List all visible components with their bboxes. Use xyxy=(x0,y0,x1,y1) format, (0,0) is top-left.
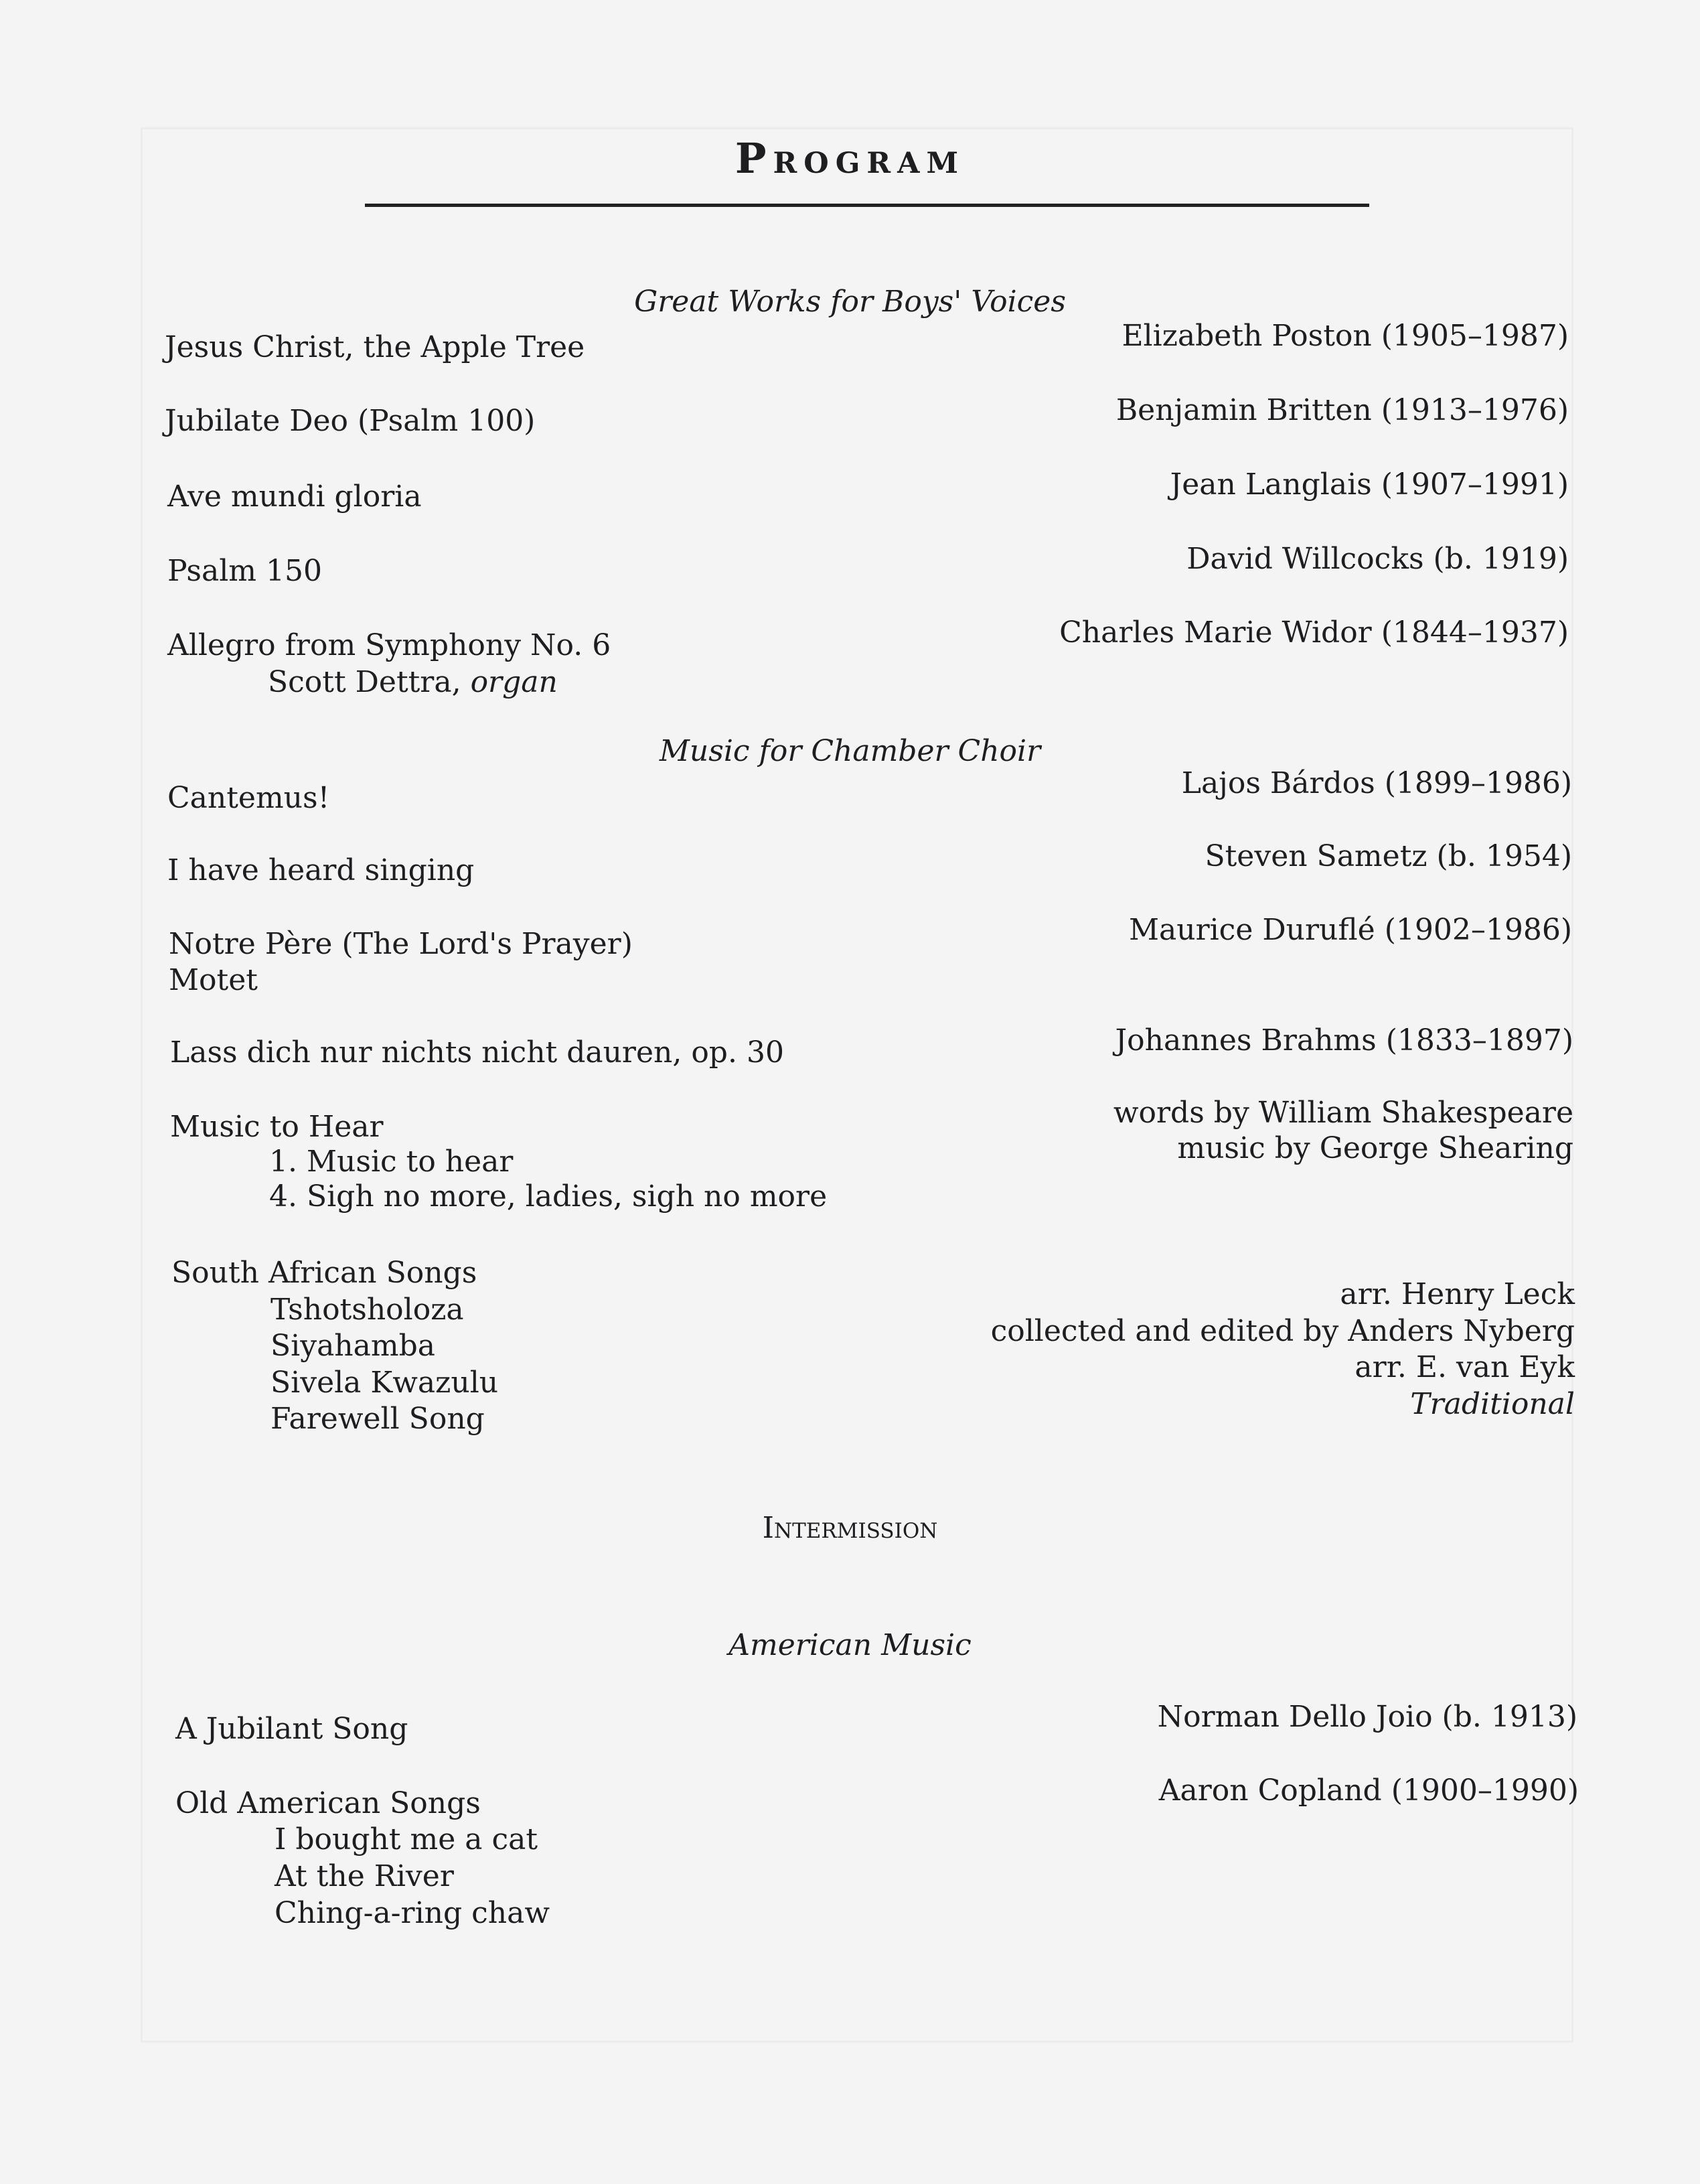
work-subtitle: Motet xyxy=(169,963,258,997)
intermission-heading: Intermission xyxy=(762,1511,938,1545)
composer: Steven Sametz (b. 1954) xyxy=(1205,839,1572,873)
composer: Norman Dello Joio (b. 1913) xyxy=(1157,1700,1577,1734)
credit: arr. Henry Leck xyxy=(1340,1277,1575,1311)
composer: Elizabeth Poston (1905–1987) xyxy=(1122,319,1569,353)
credit: music by George Shearing xyxy=(1177,1131,1573,1165)
song: Farewell Song xyxy=(271,1402,485,1436)
work-title: Old American Songs xyxy=(175,1786,481,1820)
performer xyxy=(268,664,558,700)
composer: Aaron Copland (1900–1990) xyxy=(1158,1773,1579,1808)
credit: words by William Shakespeare xyxy=(1113,1096,1573,1130)
work-title: Jesus Christ, the Apple Tree xyxy=(165,330,585,364)
work-title: I have heard singing xyxy=(167,853,475,887)
work-title: South African Songs xyxy=(171,1256,477,1290)
performer-instrument: organ xyxy=(470,665,558,699)
work-title: Psalm 150 xyxy=(167,554,322,588)
composer: David Willcocks (b. 1919) xyxy=(1186,542,1569,576)
page-title: Program xyxy=(735,134,965,183)
composer: Jean Langlais (1907–1991) xyxy=(1170,467,1569,502)
section-heading: Great Works for Boys' Voices xyxy=(634,285,1066,319)
work-title: Music to Hear xyxy=(170,1110,384,1144)
work-title: Lass dich nur nichts nicht dauren, op. 30 xyxy=(170,1035,784,1070)
composer: Benjamin Britten (1913–1976) xyxy=(1115,393,1569,427)
section-heading: American Music xyxy=(728,1628,972,1662)
song: Ching-a-ring chaw xyxy=(275,1896,550,1930)
movement: 4. Sigh no more, ladies, sigh no more xyxy=(269,1179,828,1214)
composer: Johannes Brahms (1833–1897) xyxy=(1115,1023,1573,1058)
work-title: Ave mundi gloria xyxy=(167,480,422,514)
performer-name: Scott Dettra, xyxy=(268,665,461,699)
work-title: Notre Père (The Lord's Prayer) xyxy=(169,927,633,961)
composer: Lajos Bárdos (1899–1986) xyxy=(1181,766,1572,800)
song: Sivela Kwazulu xyxy=(271,1366,499,1400)
credit: arr. E. van Eyk xyxy=(1355,1350,1575,1384)
section-heading: Music for Chamber Choir xyxy=(659,734,1041,768)
composer: Charles Marie Widor (1844–1937) xyxy=(1059,615,1569,650)
work-title: A Jubilant Song xyxy=(175,1712,408,1746)
composer: Maurice Duruflé (1902–1986) xyxy=(1128,913,1572,947)
work-title: Jubilate Deo (Psalm 100) xyxy=(165,404,536,438)
credit: collected and edited by Anders Nyberg xyxy=(990,1314,1575,1348)
title-rule xyxy=(365,204,1369,207)
song: Tshotsholoza xyxy=(271,1293,464,1327)
song: At the River xyxy=(275,1859,454,1893)
credit: Traditional xyxy=(1410,1387,1575,1421)
song: Siyahamba xyxy=(271,1329,435,1363)
movement: 1. Music to hear xyxy=(269,1145,514,1179)
work-title: Cantemus! xyxy=(167,781,330,815)
work-title: Allegro from Symphony No. 6 xyxy=(167,628,611,662)
song: I bought me a cat xyxy=(275,1822,538,1857)
